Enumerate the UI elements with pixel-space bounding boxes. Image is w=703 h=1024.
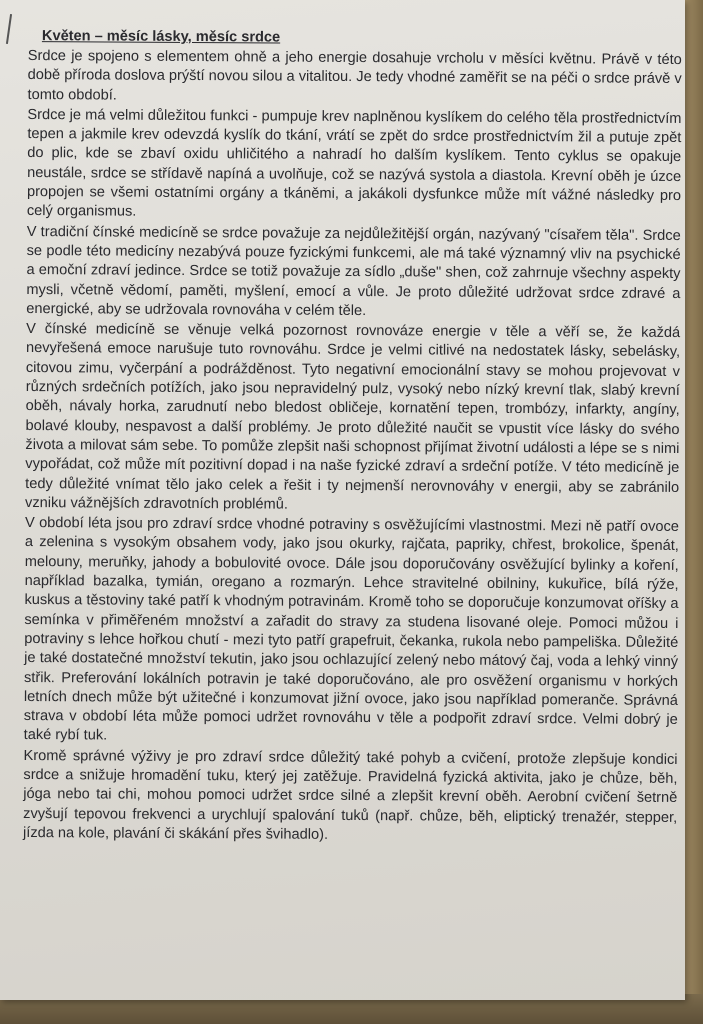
pen-margin-mark bbox=[6, 14, 12, 44]
paragraph-heart-function: Srdce je má velmi důležitou funkci - pumpuje krev naplněnou kyslíkem do celého těla prostřednictvím tepen a jakmile krev odevzdá kyslík do tkání, vrátí se zpět do srdce prostřednictvím žil a putuje zpět do plic, kde se zbaví oxidu uhličitého a nahradí ho dalším kyslíkem. Tento cyklus se opakuje neustále, srdce se střídavě napíná a uvolňuje, což se nazývá systola a diastola. Krevní oběh je úzce propojen se všemi ostatními orgány a tkáněmi, a jakákoli dysfunkce může mít vážné následky pro celý organismus. bbox=[26, 106, 682, 221]
paragraph-intro: Srdce je spojeno s elementem ohně a jeho energie dosahuje vrcholu v měsíci květnu. Právě v této době příroda doslova prýští novou silou a vitalitou. Je tedy vhodné zaměřit se na péči o srdce právě v tomto období. bbox=[27, 47, 682, 104]
paragraph-chinese-medicine: V tradiční čínské medicíně se srdce považuje za nejdůležitější orgán, nazývaný "císařem těla". Srdce se podle této medicíny nezabývá pouze fyzickými funkcemi, ale má také významný vliv na psychické a emoční zdraví jedince. Srdce se totiž považuje za sídlo „duše" shen, což zahrnuje všechny aspekty mysli, včetně vědomí, paměti, myšlení, emocí a vůle. Je proto důležité udržovat srdce zdravé a energické, aby se udržovala rovnováha v celém těle. bbox=[26, 223, 681, 319]
paragraph-exercise: Kromě správné výživy je pro zdraví srdce důležitý také pohyb a cvičení, protože zlepšuje kondici srdce a snižuje hromadění tuku, který jej zatěžuje. Pravidelná fyzická aktivita, jako je chůze, běh, jóga nebo tai chi, mohou pomoci udržet srdce silné a zlepšit krevní oběh. Aerobní cvičení šetrně zvyšují tepovou frekvenci a urychlují spalování tuků (např. chůze, běh, eliptický trenažér, stepper, jízda na kole, plavání či skákání přes švihadlo). bbox=[23, 747, 678, 843]
document-title: Květen – měsíc lásky, měsíc srdce bbox=[41, 28, 281, 46]
paragraph-energy-balance: V čínské medicíně se věnuje velká pozornost rovnováze energie v těle a věří se, že každá nevyřešená emoce narušuje tuto rovnováhu. Srdce je velmi citlivé na nedostatek lásky, sebelásky, citovou zimu, vyčerpání a podrážděnost. Tyto negativní emocionální stavy se mohou projevovat v různých srdečních potížích, jako jsou nepravidelný pulz, vysoký nebo nízký krevní tlak, slabý krevní oběh, návaly horka, zarudnutí nebo bledost obličeje, kornatění tepen, trombózy, infarkty, angíny, bolavé klouby, nespavost a další problémy. Je proto důležité naučit se vpustit více lásky do svého života a milovat sám sebe. To pomůže zlepšit naši schopnost přijímat životní události a lépe se s nimi vypořádat, což může mít pozitivní dopad i na naše fyzické zdraví a srdeční potíže. V této medicíně je tedy důležité vnímat tělo jako celek a řešit i ty nejmenší nerovnováhy v energii, aby se zabránilo vzniku vážnějších zdravotních problémů. bbox=[25, 321, 681, 513]
document-body bbox=[23, 26, 682, 847]
paragraph-summer-foods: V období léta jsou pro zdraví srdce vhodné potraviny s osvěžujícími vlastnostmi. Mezi ně patří ovoce a zelenina s vysokým obsahem vody, jako jsou okurky, rajčata, papriky, chřest, brokolice, špenát, melouny, meruňky, jahody a bobulovité ovoce. Dále jsou doporučovány osvěžující bylinky a koření, například bazalka, tymián, oregano a rozmarýn. Lehce stravitelné obilniny, kukuřice, bílá rýže, kuskus a těstoviny také patří k vhodným potravinám. Kromě toho se doporučuje konzumovat oříšky a semínka v přiměřeném množství a zařadit do stravy za studena lisované oleje. Pomoci můžou i potraviny s lehce hořkou chutí - mezi tyto patří grapefruit, čekanka, rukola nebo pampeliška. Důležité je také dostatečné množství tekutin, jako jsou ochlazující zelený nebo mátový čaj, voda a lehký vinný střik. Preferování lokálních potravin je také doporučováno, ale pro osvěžení organismu v horkých letních dnech může být užitečné i konzumovat jižní ovoce, jako jsou například pomeranče. Správná strava v období léta může pomoci udržet rovnováhu v těle a podpořit zdraví srdce. Velmi dobrý je také rybí tuk. bbox=[23, 515, 679, 744]
